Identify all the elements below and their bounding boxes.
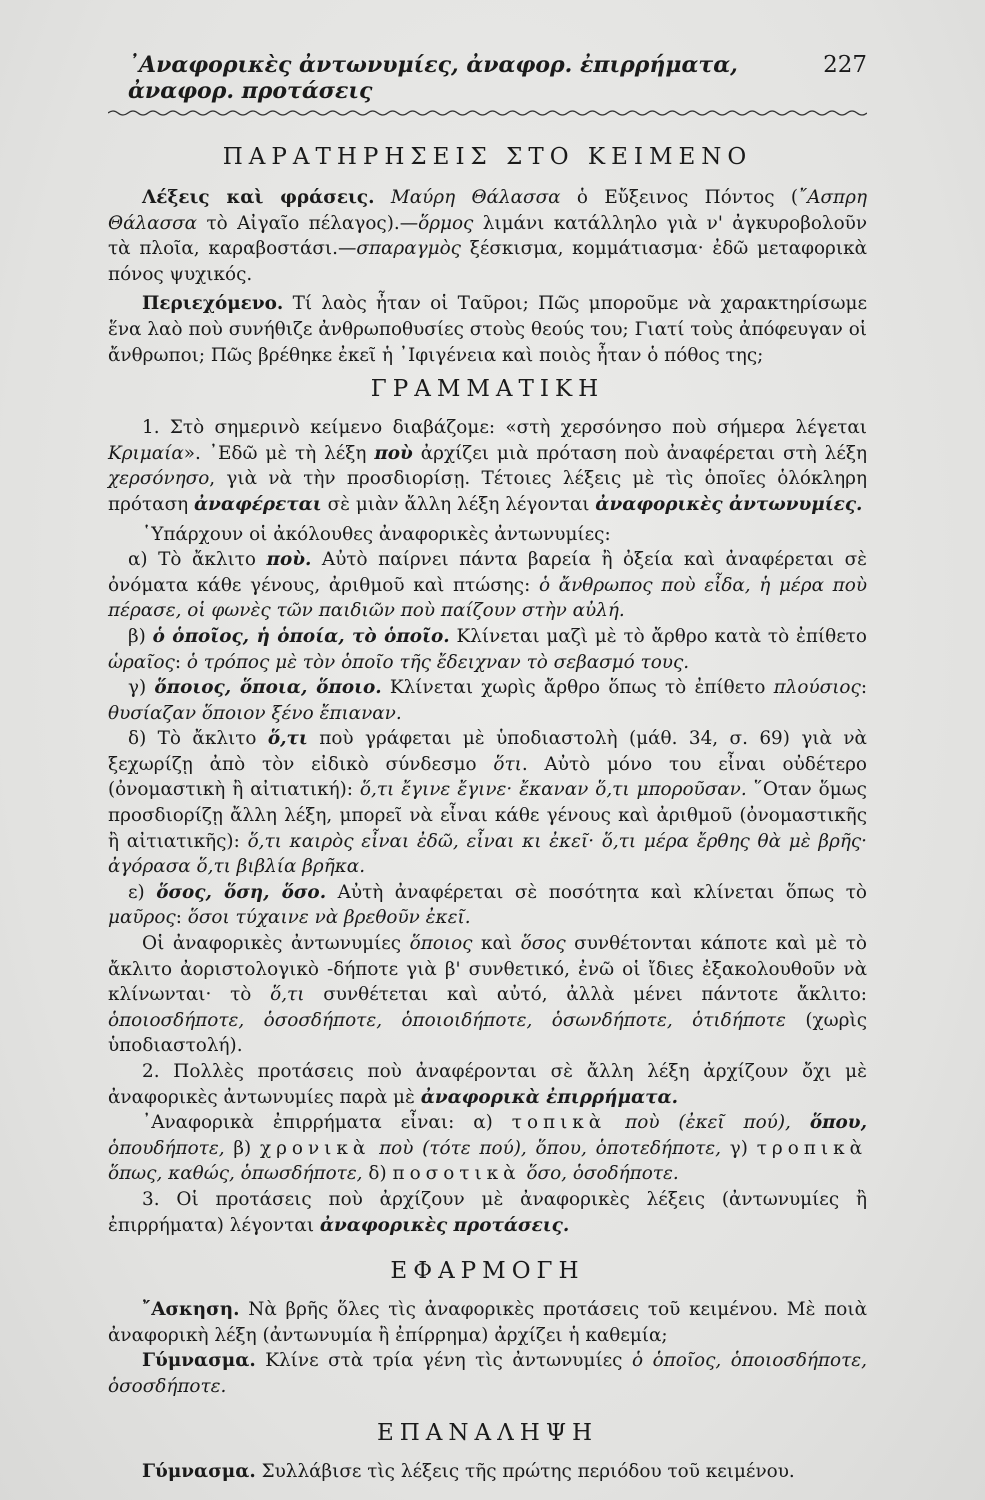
section-heading-observations: ΠΑΡΑΤΗΡΗΣΕΙΣ ΣΤΟ ΚΕΙΜΕΝΟ (222, 144, 753, 170)
text: Κλίνεται χωρὶς ἄρθρο ὅπως τὸ ἐπίθετο (381, 677, 774, 699)
text (606, 1112, 625, 1133)
italic-text: ὅπως, καθώς, ὁπωσδήποτε, (108, 1163, 363, 1185)
page-number: 227 (823, 52, 867, 78)
italic-text: ὅτι (493, 753, 522, 775)
text: δ) (362, 1163, 393, 1185)
label-drill: Γύμνασμα. (142, 1350, 256, 1372)
text (370, 1138, 379, 1159)
italic-text: μαῦρος (108, 907, 176, 929)
bold-italic-text: ὅποιος, ὅποια, ὅποιο. (154, 677, 382, 699)
text: γ) (128, 677, 155, 699)
text: 1. Στὸ σημερινὸ κείμενο διαβάζομε: «στὴ χερσόνησο ποὺ σήμερα λέγεται (142, 417, 867, 439)
bold-italic-text: ὅ,τι (267, 728, 308, 750)
italic-text: ὅ,τι ἔγινε ἔγινε· ἔκαναν ὅ,τι μποροῦσαν. (359, 779, 747, 801)
italic-text: θυσίαζαν ὅποιον ξένο ἔπιαναν. (108, 702, 402, 724)
paragraph-drill-2 (108, 1459, 867, 1485)
bold-italic-text: ἀναφορικὲς προτάσεις. (319, 1214, 570, 1236)
text: Τί λαὸς ἦταν οἱ Ταῦροι; Πῶς μποροῦμε νὰ χαρακτηρίσωμε ἕνα λαὸ ποὺ συνήθιζε ἀνθρωποθυσίες στοὺς θεούς του; Γιατί τοὺς ἀπόφευγαν οἱ ἄνθρωποι; Πῶς βρέθηκε ἐκεῖ ἡ ᾿Ιφιγένεια καὶ ποιὸς ἦταν ὁ πόθος της; (108, 293, 867, 366)
spaced-text: τροπικὰ (756, 1137, 868, 1159)
text: ε) (128, 881, 157, 903)
text: Οἱ ἀναφορικὲς ἀντωνυμίες (142, 933, 410, 955)
header-wavy-rule (108, 108, 867, 118)
italic-text: ποὺ (ἐκεῖ πού), (625, 1112, 791, 1134)
text: συνθέτεται καὶ αὐτό, ἀλλὰ μένει πάντοτε ἄκλιτο: (304, 984, 867, 1006)
italic-text: Κριμαία (108, 442, 184, 464)
italic-text: σπαραγμὸς (356, 238, 461, 260)
list-item-a (108, 547, 867, 624)
text: λιμάνι κατάλληλο γιὰ ν' ἀγκυροβολοῦν τὰ πλοῖα, καραβοστάσι.— (108, 212, 867, 260)
text: α) Τὸ ἄκλιτο (128, 549, 267, 571)
spaced-text: τοπικὰ (511, 1112, 607, 1134)
italic-text: ὁ ἄνθρωπος ποὺ εἶδα, ἡ μέρα ποὺ πέρασε, οἱ φωνὲς τῶν παιδιῶν ποὺ παίζουν στὴν αὐλή. (108, 574, 868, 622)
text: Νὰ βρῆς ὅλες τὶς ἀναφορικὲς προτάσεις τοῦ κειμένου. Μὲ ποιὰ ἀναφορικὴ λέξη (ἀντωνυμία ἢ ἐπίρρημα) ἀρχίζει ἡ καθεμία; (108, 1299, 867, 1346)
italic-text: ὁ τρόπος μὲ τὸν ὁποῖο τῆς ἔδειχναν τὸ σεβασμό τους. (186, 651, 690, 673)
text: Αὐτὸ παίρνει πάντα βαρεία ἢ ὀξεία καὶ ἀναφέρεται σὲ ὀνόματα κάθε γένους, ἀριθμοῦ καὶ πτώσης: (108, 549, 867, 596)
text: Κλίνεται μαζὶ μὲ τὸ ἄρθρο κατὰ τὸ ἐπίθετο (449, 625, 867, 647)
text: (χωρὶς ὑποδιαστολή). (108, 1009, 868, 1057)
text: γ) (721, 1137, 757, 1159)
text: σὲ μιὰν ἄλλη λέξη λέγονται (321, 493, 596, 515)
italic-text: ὅ,τι (270, 984, 305, 1006)
text: Αὐτὴ ἀναφέρεται σὲ ποσότητα καὶ κλίνεται ὅπως τὸ (326, 881, 867, 903)
text: , γιὰ νὰ τὴν προσδιορίσῃ. Τέτοιες λέξεις μὲ τὶς ὁποῖες ὁλόκληρη πρόταση (108, 468, 867, 515)
italic-text: ὁπουδήποτε, (108, 1137, 225, 1159)
text: ποὺ γράφεται μὲ ὑποδιαστολὴ (μάθ. 34, σ. 69) γιὰ νὰ ξεχωρίζῃ ἀπὸ τὸν εἰδικὸ σύνδεσμο (108, 728, 867, 775)
list-item-b (108, 624, 867, 675)
text: ᾿Αναφορικὰ ἐπιρρήματα εἶναι: α) (142, 1112, 512, 1134)
text: ξέσκισμα, κομμάτιασμα· ἐδῶ μεταφορικὰ πόνος ψυχικός. (108, 238, 867, 285)
spaced-text: ποσοτικὰ (392, 1163, 521, 1185)
paragraph-adverbs (108, 1110, 867, 1187)
text: β) (224, 1137, 260, 1159)
section-heading-application: ΕΦΑΡΜΟΓΗ (390, 1258, 585, 1285)
section-heading-grammar: ΓΡΑΜΜΑΤΙΚΗ (370, 376, 605, 403)
text: : (860, 677, 868, 699)
paragraph-grammar-2 (108, 1059, 867, 1110)
text: Κλίνε στὰ τρία γένη τὶς ἀντωνυμίες (255, 1350, 632, 1372)
paragraph-drill-1 (108, 1348, 867, 1399)
text: Συλλάβισε τὶς λέξεις τῆς πρώτης περιόδου τοῦ κειμένου. (255, 1460, 795, 1482)
text: : (174, 651, 187, 673)
list-item-d (108, 726, 867, 880)
label-words-phrases: Λέξεις καὶ φράσεις. (142, 187, 375, 208)
italic-text: ὅ,τι καιρὸς εἶναι ἐδῶ, εἶναι κι ἐκεῖ· ὅ,τι μέρα ἔρθης θὰ μὲ βρῆς· ἀγόρασα ὅ,τι βιβλία βρῆκα. (108, 830, 867, 878)
italic-text: Μαύρη Θάλασσα (390, 187, 561, 208)
bold-italic-text: ὁ ὁποῖος, ἡ ὁποία, τὸ ὁποῖο. (152, 625, 450, 647)
italic-text: πλούσιος (773, 677, 861, 699)
italic-text: ὁ ὁποῖος, ὁποιοσδήποτε, ὁσοσδήποτε. (108, 1350, 867, 1397)
paragraph-grammar-3 (108, 1187, 867, 1238)
text: 2. Πολλὲς προτάσεις ποὺ ἀναφέρονται σὲ ἄλλη λέξη ἀρχίζουν ὄχι μὲ ἀναφορικὲς ἀντωνυμίες παρὰ μὲ (108, 1061, 867, 1108)
text: ἀρχίζει μιὰ πρόταση ποὺ ἀναφέρεται στὴ λέξη (412, 442, 868, 464)
text: συνθέτονται κάποτε καὶ μὲ τὸ ἄκλιτο ἀοριστολογικὸ -δήποτε γιὰ β' συνθετικό, ἐνῶ οἱ ἴδιες ἐξακολουθοῦν νὰ κλίνωνται· τὸ (108, 933, 867, 1006)
text: τὸ Αἰγαῖο πέλαγος).— (197, 212, 419, 234)
text: ». ᾿Εδῶ μὲ τὴ λέξη (183, 442, 375, 464)
italic-text: ὅσο, ὁσοδήποτε. (526, 1163, 679, 1185)
bold-italic-text: ἀναφέρεται (193, 493, 322, 515)
text (375, 187, 391, 208)
list-item-c (108, 675, 867, 726)
section-heading-review: ΕΠΑΝΑΛΗΨΗ (376, 1419, 599, 1446)
bold-italic-text: ὅπου, (809, 1112, 867, 1134)
list-item-e (108, 880, 867, 931)
paragraph-grammar-1 (108, 415, 867, 517)
paragraph-words-phrases (108, 185, 867, 287)
text: : (175, 907, 188, 929)
text: δ) Τὸ ἄκλιτο (128, 728, 268, 750)
italic-text: ὡραῖος (108, 651, 175, 673)
text: . Αὐτὸ μόνο του εἶναι οὐδέτερο (ὀνομαστικὴ ἢ αἰτιατική): (108, 753, 867, 801)
paragraph-list-intro: ῾Υπάρχουν οἱ ἀκόλουθες ἀναφορικὲς ἀντωνυμίες: (142, 523, 611, 545)
text: ῞Οταν ὅμως προσδιορίζῃ ἄλλη λέξη, μπορεῖ νὰ εἶναι κάθε γένους καὶ ἀριθμοῦ (ὀνομαστικῆς ἢ αἰτιατικῆς): (108, 779, 867, 852)
italic-text: ὅρμος (418, 212, 474, 234)
italic-text: ῎Ασπρη Θάλασσα (108, 187, 867, 234)
bold-italic-text: ἀναφορικὲς ἀντωνυμίες. (595, 493, 863, 515)
italic-text: ὅσοι τύχαινε νὰ βρεθοῦν ἐκεῖ. (187, 907, 471, 929)
text: β) (128, 625, 153, 647)
italic-text: ὅσος (520, 933, 566, 955)
running-title: ᾿Αναφορικὲς ἀντωνυμίες, ἀναφορ. ἐπιρρήματα, ἀναφορ. προτάσεις (128, 52, 738, 104)
paragraph-compounds (108, 931, 867, 1059)
italic-text: ποὺ (τότε πού), ὅπου, ὁποτεδήποτε, (379, 1137, 721, 1159)
running-header (108, 52, 867, 104)
text: 3. Οἱ προτάσεις ποὺ ἀρχίζουν μὲ ἀναφορικὲς λέξεις (ἀντωνυμίες ἢ ἐπιρρήματα) λέγονται (108, 1188, 867, 1236)
spaced-text: χρονικὰ (259, 1137, 371, 1159)
text: καὶ (472, 933, 521, 955)
paragraph-exercise (108, 1297, 867, 1348)
label-exercise: ῎Ασκηση. (142, 1299, 240, 1321)
text: ὁ Εὔξεινος Πόντος ( (560, 187, 799, 208)
bold-italic-text: ποὺ. (266, 549, 312, 571)
paragraph-content (108, 291, 867, 368)
bold-italic-text: ὅσος, ὅση, ὅσο. (156, 881, 327, 903)
label-content: Περιεχόμενο. (142, 293, 284, 315)
bold-italic-text: ποὺ (374, 442, 413, 464)
italic-text: ὅποιος (409, 933, 473, 955)
italic-text: ὁποιοσδήποτε, ὁσοσδήποτε, ὁποιοιδήποτε, ὁσωνδήποτε, ὁτιδήποτε (108, 1009, 786, 1031)
italic-text: χερσόνησο (108, 468, 210, 490)
label-drill: Γύμνασμα. (142, 1460, 256, 1482)
bold-italic-text: ἀναφορικὰ ἐπιρρήματα. (420, 1086, 679, 1108)
text (791, 1112, 810, 1133)
